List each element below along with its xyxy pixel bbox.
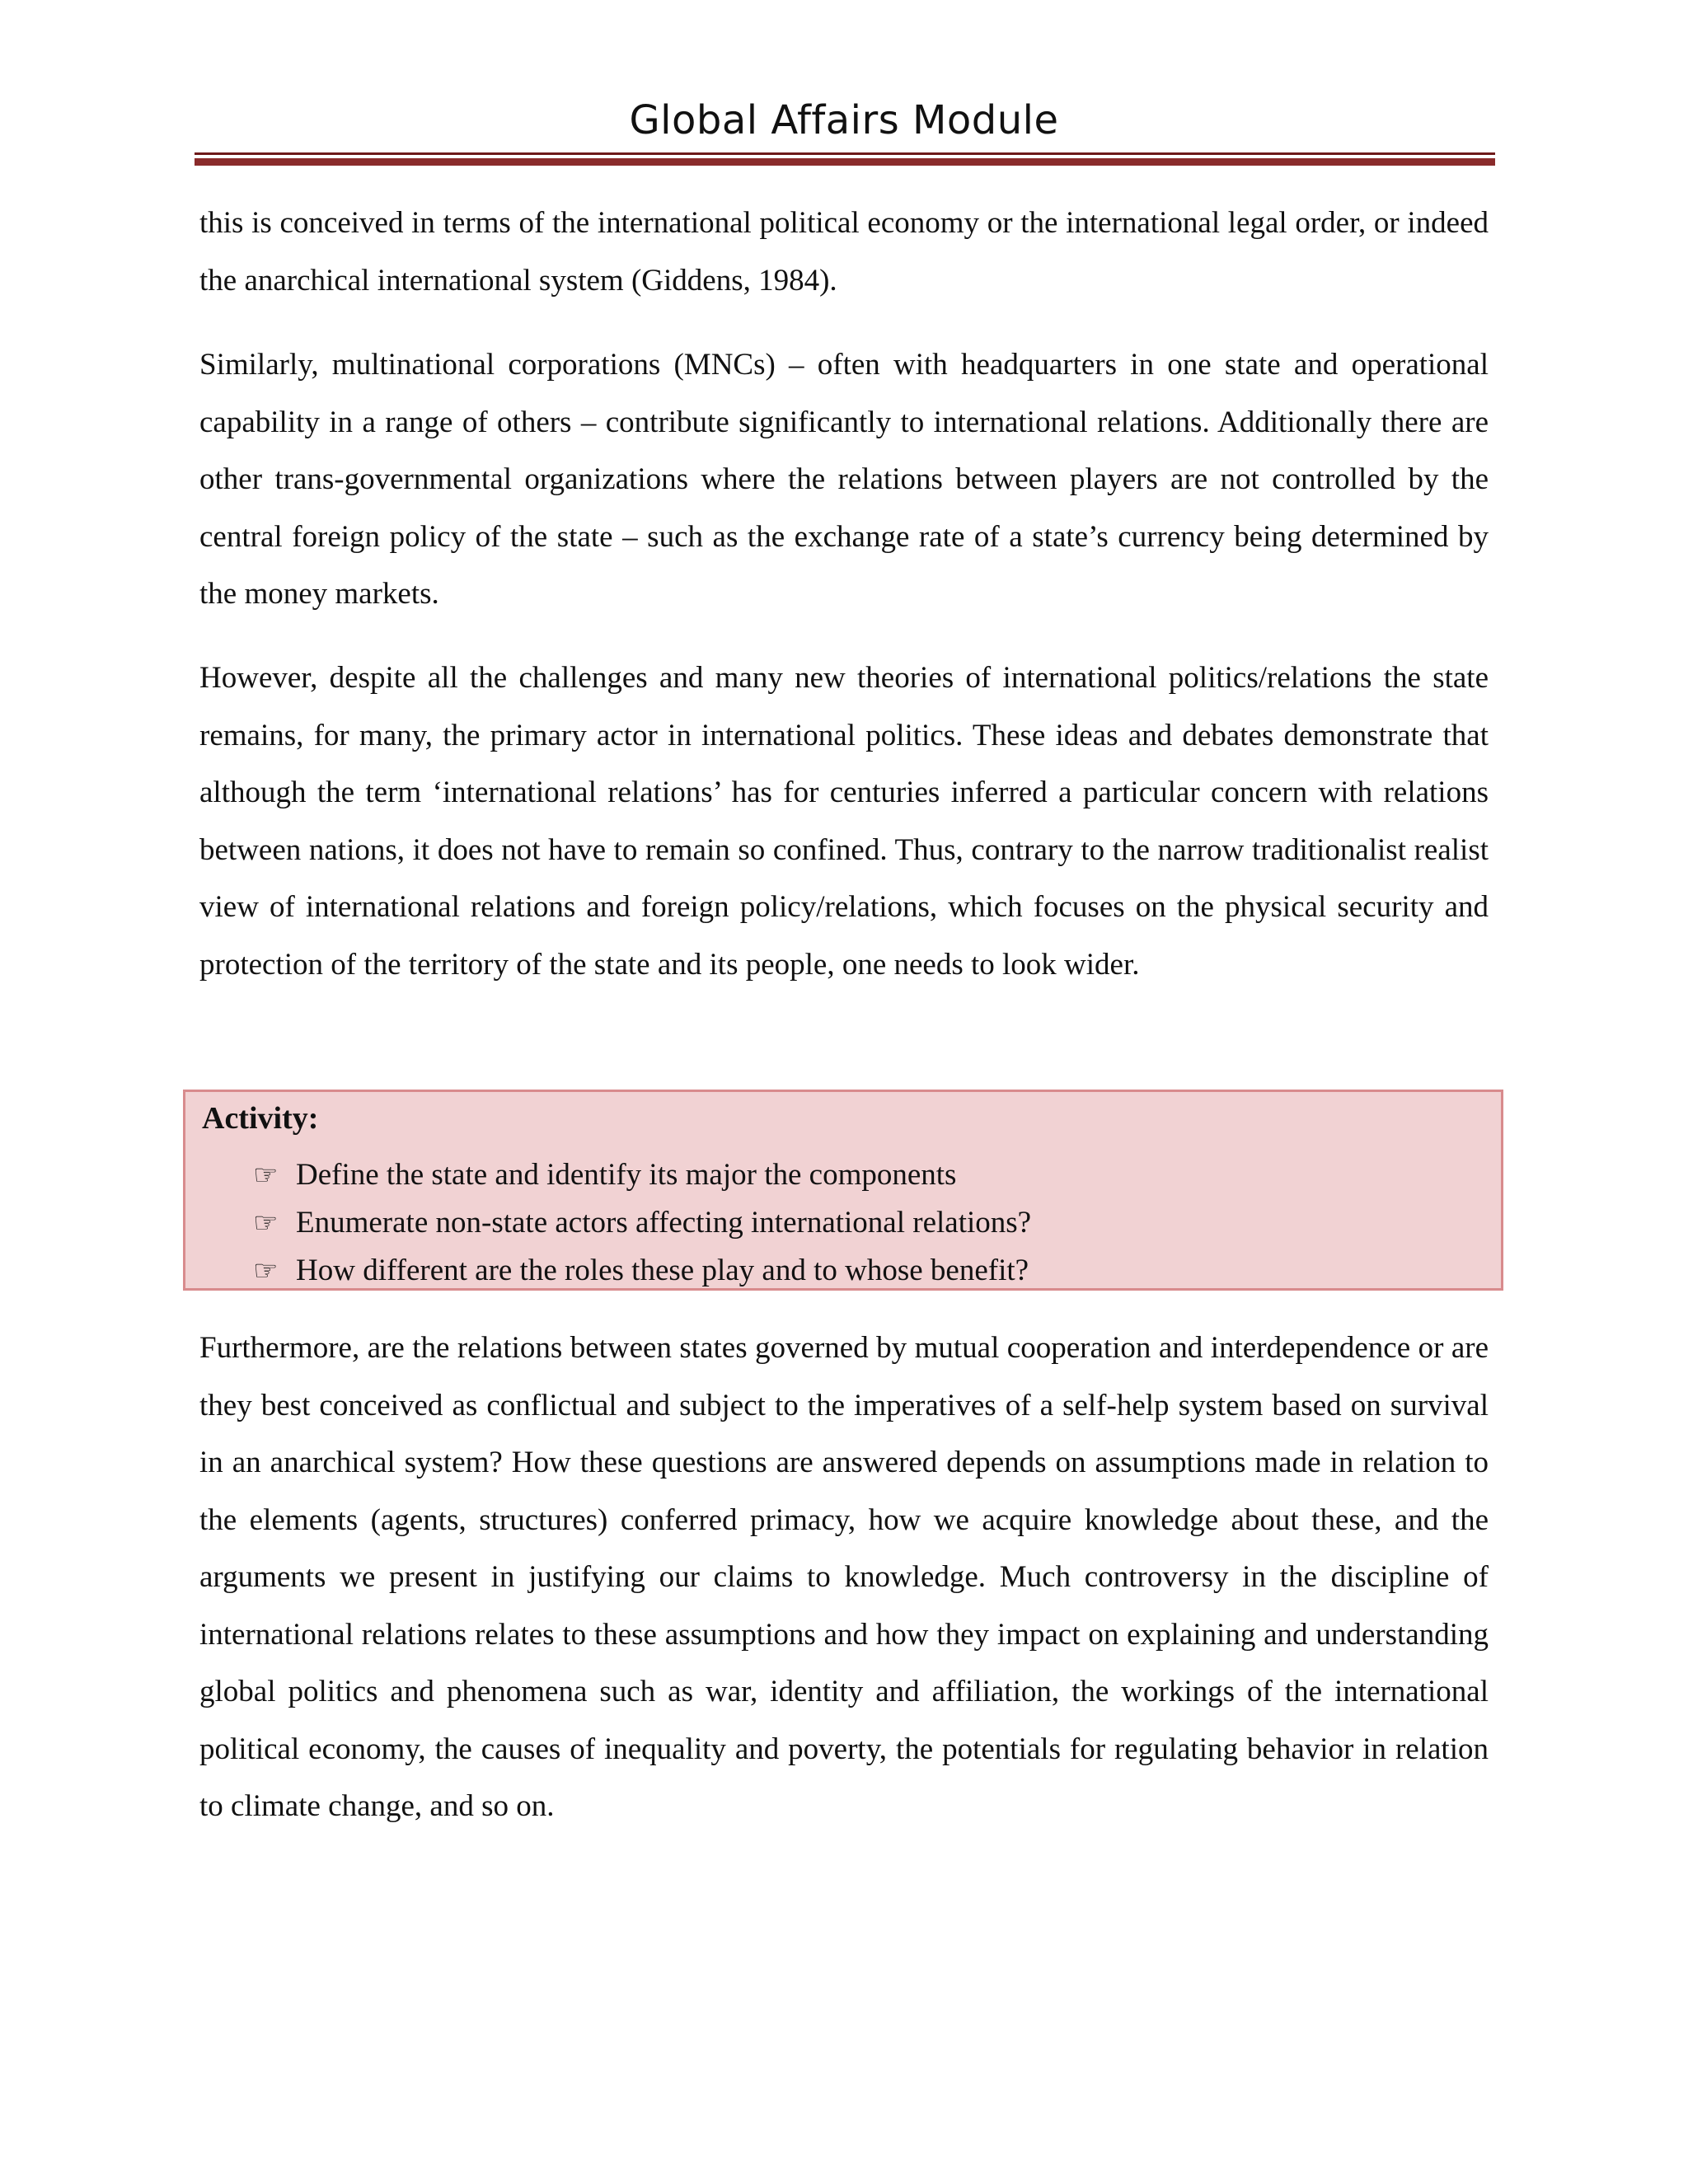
activity-item-text: How different are the roles these play and to whose benefit?: [296, 1254, 1029, 1287]
pointing-hand-icon: ☞: [253, 1207, 279, 1240]
activity-box: [183, 1090, 1503, 1291]
paragraph-4: Furthermore, are the relations between states governed by mutual cooperation and interdependence or are they best conceived as conflictual and subject to the imperatives of a self-help system based on survival in an anarchical system? How these questions are answered depends on assumptions made in relation to the elements (agents, structures) conferred primacy, how we acquire knowledge about these, and the arguments we present in justifying our claims to knowledge. Much controversy in the discipline of international relations relates to these assumptions and how they impact on explaining and understanding global politics and phenomena such as war, identity and affiliation, the workings of the international political economy, the causes of inequality and poverty, the potentials for regulating behavior in relation to climate change, and so on.: [199, 1331, 1489, 1823]
activity-list: [253, 1151, 1031, 1295]
activity-item: [253, 1151, 1031, 1199]
header-rule-thin: [195, 152, 1495, 155]
activity-item: [253, 1199, 1031, 1247]
activity-item-text: Enumerate non-state actors affecting international relations?: [296, 1206, 1032, 1240]
pointing-hand-icon: ☞: [253, 1159, 279, 1192]
activity-title: Activity:: [202, 1101, 319, 1136]
paragraph-2: Similarly, multinational corporations (MNCs) – often with headquarters in one state and operational capability in a range of others – contribute significantly to international relations. Additionally there are other trans-governmental organizations where the relations between players are not controlled by the central foreign policy of the state – such as the exchange rate of a state’s currency being determined by the money markets.: [199, 348, 1489, 611]
pointing-hand-icon: ☞: [253, 1254, 279, 1287]
activity-item: [253, 1247, 1031, 1295]
page-header-title: Global Affairs Module: [629, 97, 1059, 143]
header-rule-thick: [195, 158, 1495, 166]
activity-item-text: Define the state and identify its major the components: [296, 1158, 957, 1192]
paragraph-1: this is conceived in terms of the international political economy or the international legal order, or indeed the anarchical international system (Giddens, 1984).: [199, 206, 1489, 298]
paragraph-3: However, despite all the challenges and many new theories of international politics/relations the state remains, for many, the primary actor in international politics. These ideas and debates demonstrate that although the term ‘international relations’ has for centuries inferred a particular concern with relations between nations, it does not have to remain so confined. Thus, contrary to the narrow traditionalist realist view of international relations and foreign policy/relations, which focuses on the physical security and protection of the territory of the state and its people, one needs to look wider.: [199, 661, 1489, 982]
